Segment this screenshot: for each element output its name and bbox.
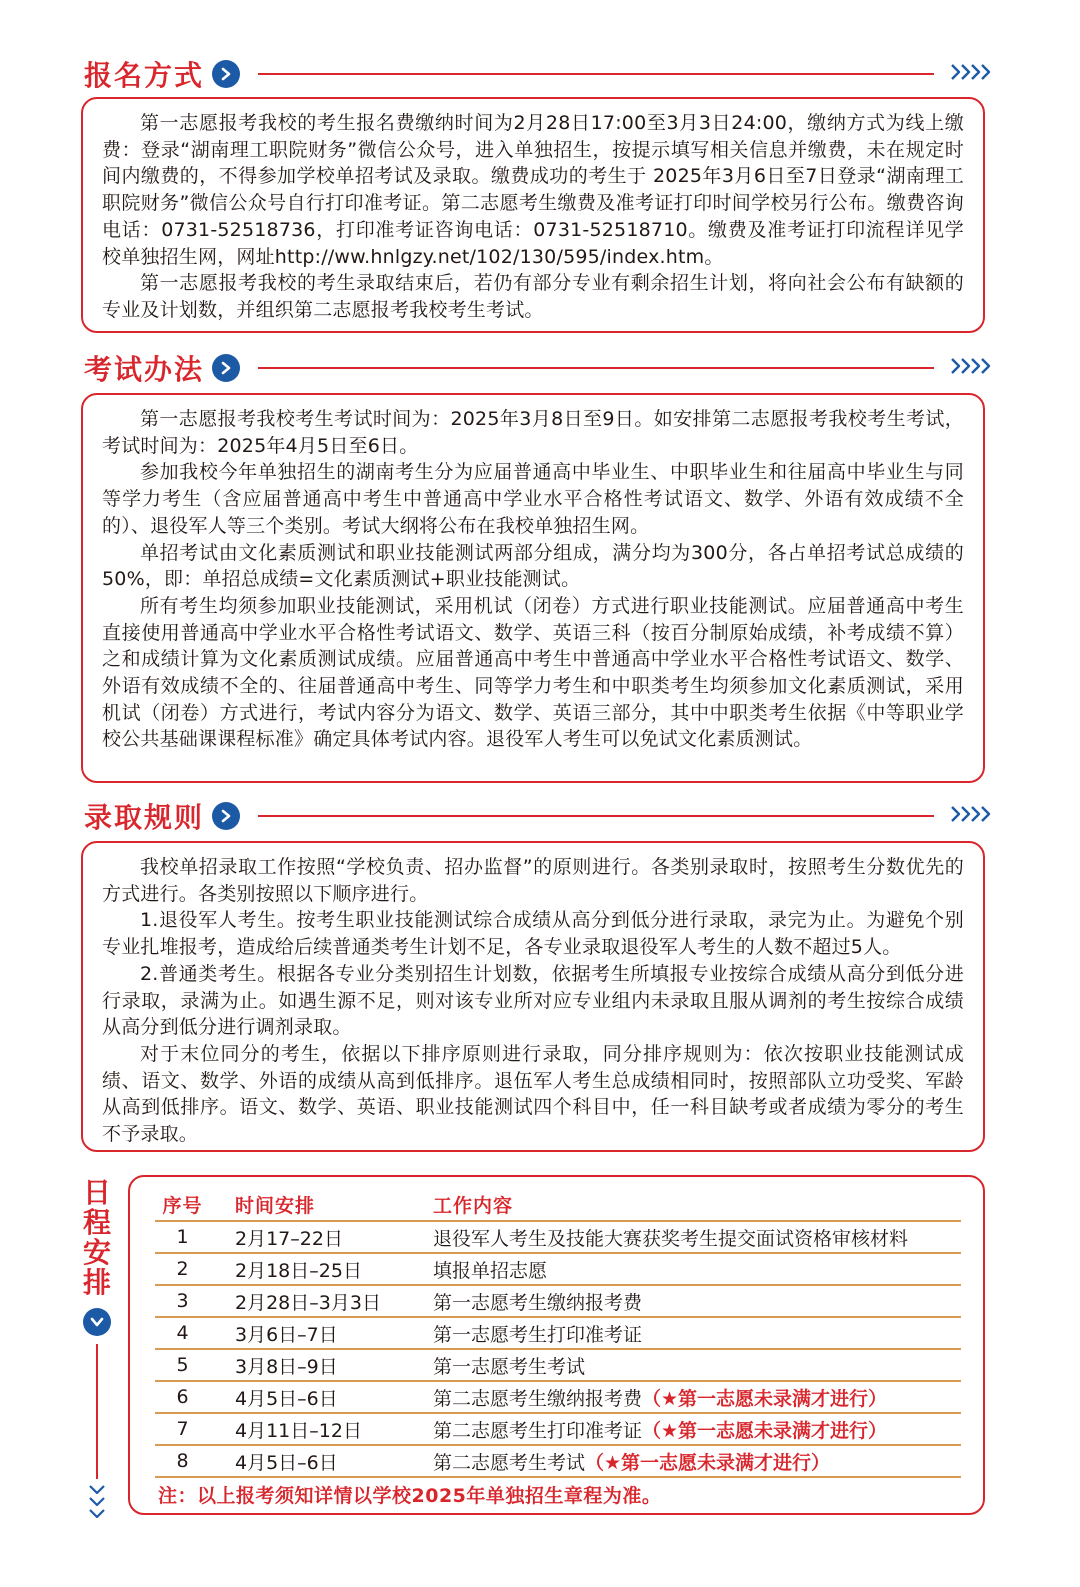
row-time: 3月6日–7日 (210, 1317, 433, 1349)
table-row (155, 1445, 961, 1477)
chevron-right-icon (212, 60, 240, 88)
row-note: （★第一志愿未录满才进行） (642, 1387, 888, 1410)
paragraph: 1.退役军人考生。按考生职业技能测试综合成绩从高分到低分进行录取，录完为止。为避免个别专业扎堆报考，造成给后续普通类考生计划不足，各专业录取退役军人考生的人数不超过5人。 (102, 909, 964, 959)
schedule-label-char: 排 (82, 1266, 111, 1299)
paragraph: 所有考生均须参加职业技能测试，采用机试（闭卷）方式进行职业技能测试。应届普通高中考生直接使用普通高中学业水平合格性考试语文、数学、英语三科（按百分制原始成绩，补考成绩不算）之和成绩计算为文化素质测试成绩。应届普通高中考生中普通高中学业水平合格性考试语文、数学、外语有效成绩不全的、往届普通高中考生、同等学力考生和中职类考生均须参加文化素质测试，采用机试（闭卷）方式进行，考试内容分为语文、数学、英语三部分，其中中职类考生依据《中等职业学校公共基础课课程标准》确定具体考试内容。退役军人考生可以免试文化素质测试。 (102, 594, 964, 751)
paragraph: 第一志愿报考我校考生考试时间为：2025年3月8日至9日。如安排第二志愿报考我校考生考试，考试时间为：2025年4月5日至6日。 (102, 408, 964, 457)
triple-chevron-down-icon (87, 1483, 107, 1527)
row-no: 7 (155, 1413, 210, 1445)
table-row (155, 1349, 961, 1381)
table-row (155, 1221, 961, 1253)
chevron-down-icon (83, 1308, 111, 1336)
section-header-registration (84, 54, 994, 94)
row-no: 1 (155, 1221, 210, 1253)
table-row (155, 1253, 961, 1285)
row-content-text: 第一志愿考生缴纳报考费 (433, 1291, 643, 1314)
row-time: 4月5日–6日 (210, 1445, 433, 1477)
row-time: 2月18日–25日 (210, 1253, 433, 1285)
schedule-label-char: 日 (82, 1176, 111, 1209)
paragraph: 第一志愿报考我校的考生录取结束后，若仍有部分专业有剩余招生计划，将向社会公布有缺额的专业及计划数，并组织第二志愿报考我校考生考试。 (102, 272, 964, 321)
section-header-exam (84, 348, 994, 388)
table-row (155, 1381, 961, 1413)
row-content-text: 第一志愿考生打印准考证 (433, 1323, 643, 1346)
row-time: 2月28日–3月3日 (210, 1285, 433, 1317)
quad-chevron-right-icon (950, 63, 994, 85)
section-divider (258, 815, 934, 817)
row-content (433, 1349, 961, 1381)
row-time: 4月5日–6日 (210, 1381, 433, 1413)
paragraph: 第一志愿报考我校的考生报名费缴纳时间为2月28日17:00至3月3日24:00，缴纳方式为线上缴费：登录“湖南理工职院财务”微信公众号，进入单独招生，按提示填写相关信息并缴费，未在规定时间内缴费的，不得参加学校单招考试及录取。缴费成功的考生于 2025年3月6日至7日登录“湖南理工职院财务”微信公众号自行打印准考证。第二志愿考生缴费及准考证打印时间学校另行公布。缴费咨询电话：0731-52518736，打印准考证咨询电话：0731-52518710。缴费及准考证打印流程详见学校单独招生网，网址http://ww.hnlgzy.net/102/130/595/index.htm。 (102, 112, 964, 268)
row-content-text: 填报单招志愿 (433, 1259, 548, 1282)
column-header-time: 时间安排 (210, 1189, 433, 1221)
column-header-no: 序号 (155, 1189, 210, 1221)
table-row (155, 1413, 961, 1445)
section-title: 报名方式 (84, 59, 205, 92)
row-content (433, 1285, 961, 1317)
paragraph: 我校单招录取工作按照“学校负责、招办监督”的原则进行。各类别录取时，按照考生分数优先的方式进行。各类别按照以下顺序进行。 (102, 856, 964, 905)
row-content-text: 第二志愿考生考试 (433, 1451, 586, 1474)
row-no: 5 (155, 1349, 210, 1381)
section-divider (258, 73, 934, 75)
vertical-divider (96, 1344, 98, 1479)
chevron-right-icon (212, 354, 240, 382)
schedule-label (82, 1178, 112, 1527)
row-no: 3 (155, 1285, 210, 1317)
schedule-footnote: 注：以上报考须知详情以学校2025年单独招生章程为准。 (158, 1485, 662, 1507)
row-time: 3月8日–9日 (210, 1349, 433, 1381)
row-content (433, 1413, 961, 1445)
row-content-text: 第一志愿考生考试 (433, 1355, 586, 1378)
row-note: （★第一志愿未录满才进行） (642, 1419, 888, 1442)
row-no: 6 (155, 1381, 210, 1413)
paragraph: 2.普通类考生。根据各专业分类别招生计划数，依据考生所填报专业按综合成绩从高分到低分进行录取，录满为止。如遇生源不足，则对该专业所对应专业组内未录取且服从调剂的考生按综合成绩从高分到低分进行调剂录取。 (102, 962, 964, 1039)
row-content-text: 第二志愿考生缴纳报考费 (433, 1387, 643, 1410)
schedule-box (128, 1175, 985, 1515)
quad-chevron-right-icon (950, 805, 994, 827)
row-no: 8 (155, 1445, 210, 1477)
row-content (433, 1381, 961, 1413)
chevron-right-icon (212, 802, 240, 830)
paragraph: 对于末位同分的考生，依据以下排序原则进行录取，同分排序规则为：依次按职业技能测试成绩、语文、数学、外语的成绩从高到低排序。退伍军人考生总成绩相同时，按照部队立功受奖、军龄从高到低排序。语文、数学、英语、职业技能测试四个科目中，任一科目缺考或者成绩为零分的考生不予录取。 (102, 1042, 964, 1146)
schedule-table (155, 1189, 961, 1478)
admission-box (81, 841, 985, 1152)
column-header-content: 工作内容 (433, 1189, 961, 1221)
row-no: 2 (155, 1253, 210, 1285)
paragraph: 单招考试由文化素质测试和职业技能测试两部分组成，满分均为300分，各占单招考试总成绩的50%，即：单招总成绩=文化素质测试+职业技能测试。 (102, 541, 964, 591)
row-time: 2月17–22日 (210, 1221, 433, 1253)
exam-box (81, 393, 985, 783)
section-title: 录取规则 (84, 801, 205, 834)
row-no: 4 (155, 1317, 210, 1349)
row-content-text: 退役军人考生及技能大赛获奖考生提交面试资格审核材料 (433, 1227, 909, 1250)
row-content (433, 1317, 961, 1349)
schedule-label-char: 程 (82, 1206, 111, 1239)
section-title: 考试办法 (84, 353, 205, 386)
row-content (433, 1253, 961, 1285)
schedule-label-char: 安 (82, 1236, 111, 1269)
row-content (433, 1445, 961, 1477)
row-note: （★第一志愿未录满才进行） (585, 1451, 831, 1474)
row-content (433, 1221, 961, 1253)
quad-chevron-right-icon (950, 357, 994, 379)
table-row (155, 1317, 961, 1349)
row-content-text: 第二志愿考生打印准考证 (433, 1419, 643, 1442)
table-header-row (155, 1189, 961, 1221)
registration-box (81, 97, 985, 333)
section-header-admission (84, 796, 994, 836)
paragraph: 参加我校今年单独招生的湖南考生分为应届普通高中毕业生、中职毕业生和往届高中毕业生与同等学力考生（含应届普通高中考生中普通高中学业水平合格性考试语文、数学、外语有效成绩不全的）、退役军人等三个类别。考试大纲将公布在我校单独招生网。 (102, 461, 964, 537)
table-row (155, 1285, 961, 1317)
section-divider (258, 367, 934, 369)
row-time: 4月11日–12日 (210, 1413, 433, 1445)
